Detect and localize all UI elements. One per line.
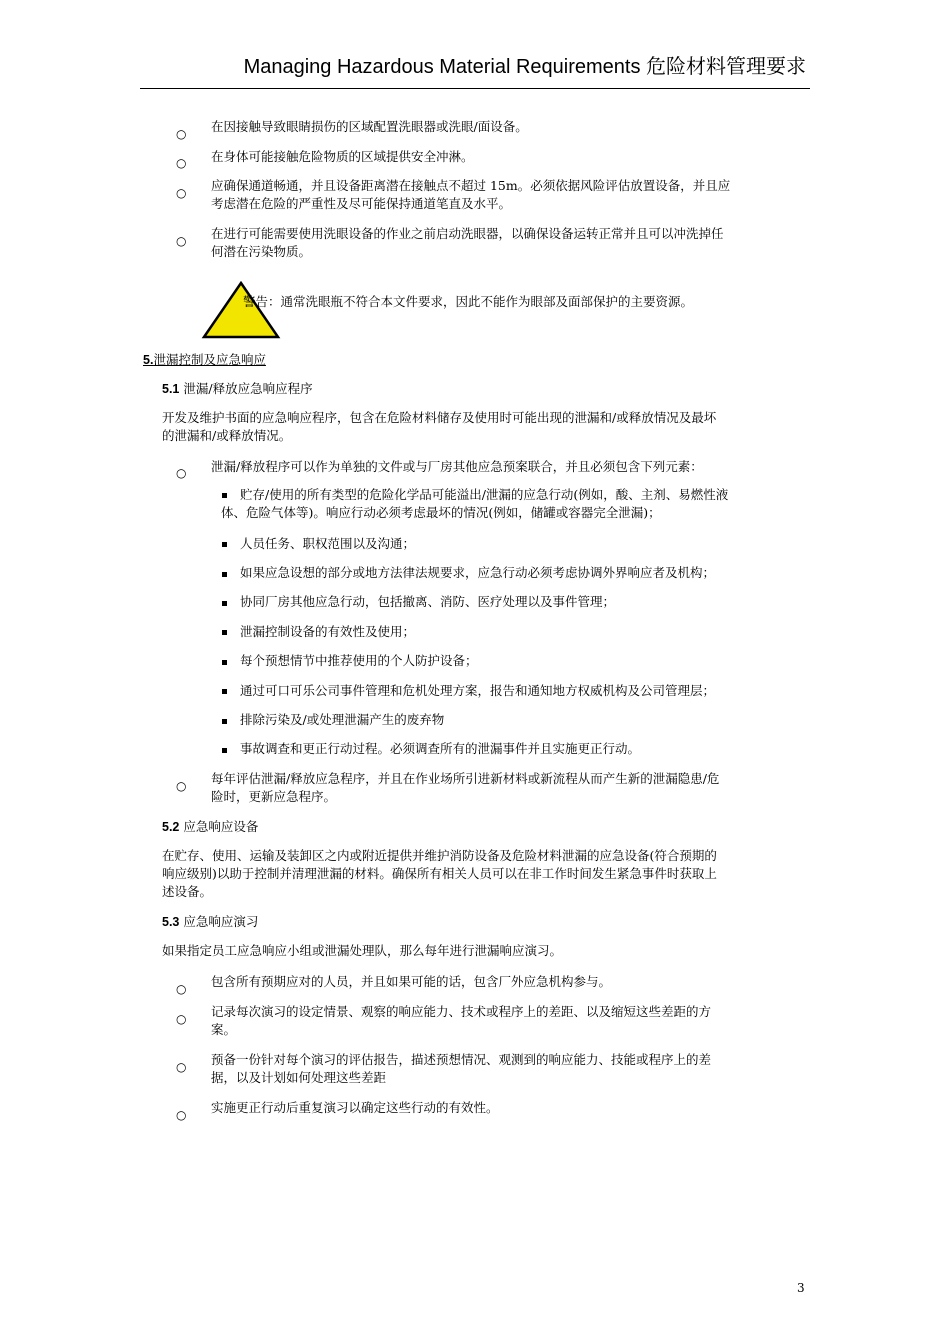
- intro-bullet-4-line-2: 何潜在污染物质。: [211, 244, 312, 259]
- circle-bullet-icon: ○: [176, 1012, 187, 1026]
- section-5-3-bullet-3-line-1: 预备一份针对每个演习的评估报告，描述预想情况、观测到的响应能力、技能或程序上的差: [211, 1052, 712, 1067]
- header-rule: [140, 88, 810, 89]
- sub-bullet-6: 每个预想情节中推荐使用的个人防护设备；: [240, 653, 478, 668]
- square-bullet-icon: [222, 689, 227, 694]
- intro-bullet-1: 在因接触导致眼睛损伤的区域配置洗眼器或洗眼/面设备。: [211, 119, 528, 134]
- intro-bullet-3-line-2: 考虑潜在危险的严重性及尽可能保持通道笔直及水平。: [211, 196, 512, 211]
- circle-bullet-icon: ○: [176, 466, 187, 480]
- sub-bullet-1-line-1: 贮存/使用的所有类型的危险化学品可能溢出/泄漏的应急行动(例如，酸、主剂、易燃性液: [240, 487, 729, 502]
- section-5-2-paragraph-line-2: 响应级别)以助于控制并清理泄漏的材料。确保所有相关人员可以在非工作时间发生紧急事件时获取上: [162, 866, 717, 881]
- square-bullet-icon: [222, 572, 227, 577]
- intro-bullet-2: 在身体可能接触危险物质的区域提供安全冲淋。: [211, 149, 474, 164]
- circle-bullet-icon: ○: [176, 234, 187, 248]
- warning-triangle-icon: [201, 281, 281, 339]
- sub-bullet-8: 排除污染及/或处理泄漏产生的废弃物: [240, 712, 445, 727]
- square-bullet-icon: [222, 748, 227, 753]
- section-5-1-bullet-2-line-2: 险时，更新应急程序。: [211, 789, 337, 804]
- section-5-2-paragraph-line-3: 述设备。: [162, 884, 213, 899]
- sub-bullet-9: 事故调查和更正行动过程。必须调查所有的泄漏事件并且实施更正行动。: [240, 741, 641, 756]
- circle-bullet-icon: ○: [176, 1060, 187, 1074]
- section-5-1-bullet-1: 泄漏/释放程序可以作为单独的文件或与厂房其他应急预案联合，并且必须包含下列元素：: [211, 459, 703, 474]
- circle-bullet-icon: ○: [176, 186, 187, 200]
- page-number: 3: [797, 1281, 805, 1295]
- sub-bullet-2: 人员任务、职权范围以及沟通；: [240, 536, 416, 551]
- section-5-heading: 5.泄漏控制及应急响应: [143, 352, 266, 367]
- sub-bullet-7: 通过可口可乐公司事件管理和危机处理方案，报告和通知地方权威机构及公司管理层；: [240, 683, 716, 698]
- sub-bullet-3: 如果应急设想的部分或地方法律法规要求，应急行动必须考虑协调外界响应者及机构；: [240, 565, 716, 580]
- header-title: Managing Hazardous Material Requirements 危险材料管理要求: [243, 56, 806, 78]
- square-bullet-icon: [222, 601, 227, 606]
- section-5-3-bullet-2-line-2: 案。: [211, 1022, 237, 1037]
- circle-bullet-icon: ○: [176, 156, 187, 170]
- sub-bullet-5: 泄漏控制设备的有效性及使用；: [240, 624, 416, 639]
- square-bullet-icon: [222, 493, 227, 498]
- section-5-1-bullet-2-line-1: 每年评估泄漏/释放应急程序，并且在作业场所引进新材料或新流程从而产生新的泄漏隐患/危: [211, 771, 720, 786]
- circle-bullet-icon: ○: [176, 127, 187, 141]
- square-bullet-icon: [222, 719, 227, 724]
- square-bullet-icon: [222, 660, 227, 665]
- section-5-3-heading: 5.3 应急响应演习: [162, 914, 259, 929]
- section-5-3-paragraph: 如果指定员工应急响应小组或泄漏处理队，那么每年进行泄漏响应演习。: [162, 943, 563, 958]
- section-5-2-paragraph-line-1: 在贮存、使用、运输及装卸区之内或附近提供并维护消防设备及危险材料泄漏的应急设备(符合预期的: [162, 848, 717, 863]
- sub-bullet-4: 协同厂房其他应急行动，包括撤离、消防、医疗处理以及事件管理；: [240, 594, 616, 609]
- section-5-2-heading: 5.2 应急响应设备: [162, 819, 259, 834]
- square-bullet-icon: [222, 630, 227, 635]
- circle-bullet-icon: ○: [176, 982, 187, 996]
- warning-body: ：通常洗眼瓶不符合本文件要求，因此不能作为眼部及面部保护的主要资源。: [268, 294, 694, 309]
- intro-bullet-3-line-1: 应确保通道畅通，并且设备距离潜在接触点不超过 15m。必须依据风险评估放置设备，并且应: [211, 178, 731, 193]
- warning-text: [243, 294, 693, 310]
- section-5-1-paragraph-line-1: 开发及维护书面的应急响应程序，包含在危险材料储存及使用时可能出现的泄漏和/或释放情况及最坏: [162, 410, 717, 425]
- section-5-3-bullet-2-line-1: 记录每次演习的设定情景、观察的响应能力、技术或程序上的差距、以及缩短这些差距的方: [211, 1004, 712, 1019]
- section-5-3-bullet-3-line-2: 据，以及计划如何处理这些差距: [211, 1070, 387, 1085]
- section-5-1-paragraph-line-2: 的泄漏和/或释放情况。: [162, 428, 292, 443]
- square-bullet-icon: [222, 542, 227, 547]
- section-5-3-bullet-1: 包含所有预期应对的人员，并且如果可能的话，包含厂外应急机构参与。: [211, 974, 612, 989]
- intro-bullet-4-line-1: 在进行可能需要使用洗眼设备的作业之前启动洗眼器，以确保设备运转正常并且可以冲洗掉任: [211, 226, 724, 241]
- circle-bullet-icon: ○: [176, 779, 187, 793]
- circle-bullet-icon: ○: [176, 1108, 187, 1122]
- section-5-1-heading: 5.1 泄漏/释放应急响应程序: [162, 381, 313, 396]
- section-5-3-bullet-4: 实施更正行动后重复演习以确定这些行动的有效性。: [211, 1100, 499, 1115]
- warning-prefix: 警告: [243, 294, 269, 309]
- sub-bullet-1-line-2: 体、危险气体等)。响应行动必须考虑最坏的情况(例如，储罐或容器完全泄漏)；: [221, 505, 661, 520]
